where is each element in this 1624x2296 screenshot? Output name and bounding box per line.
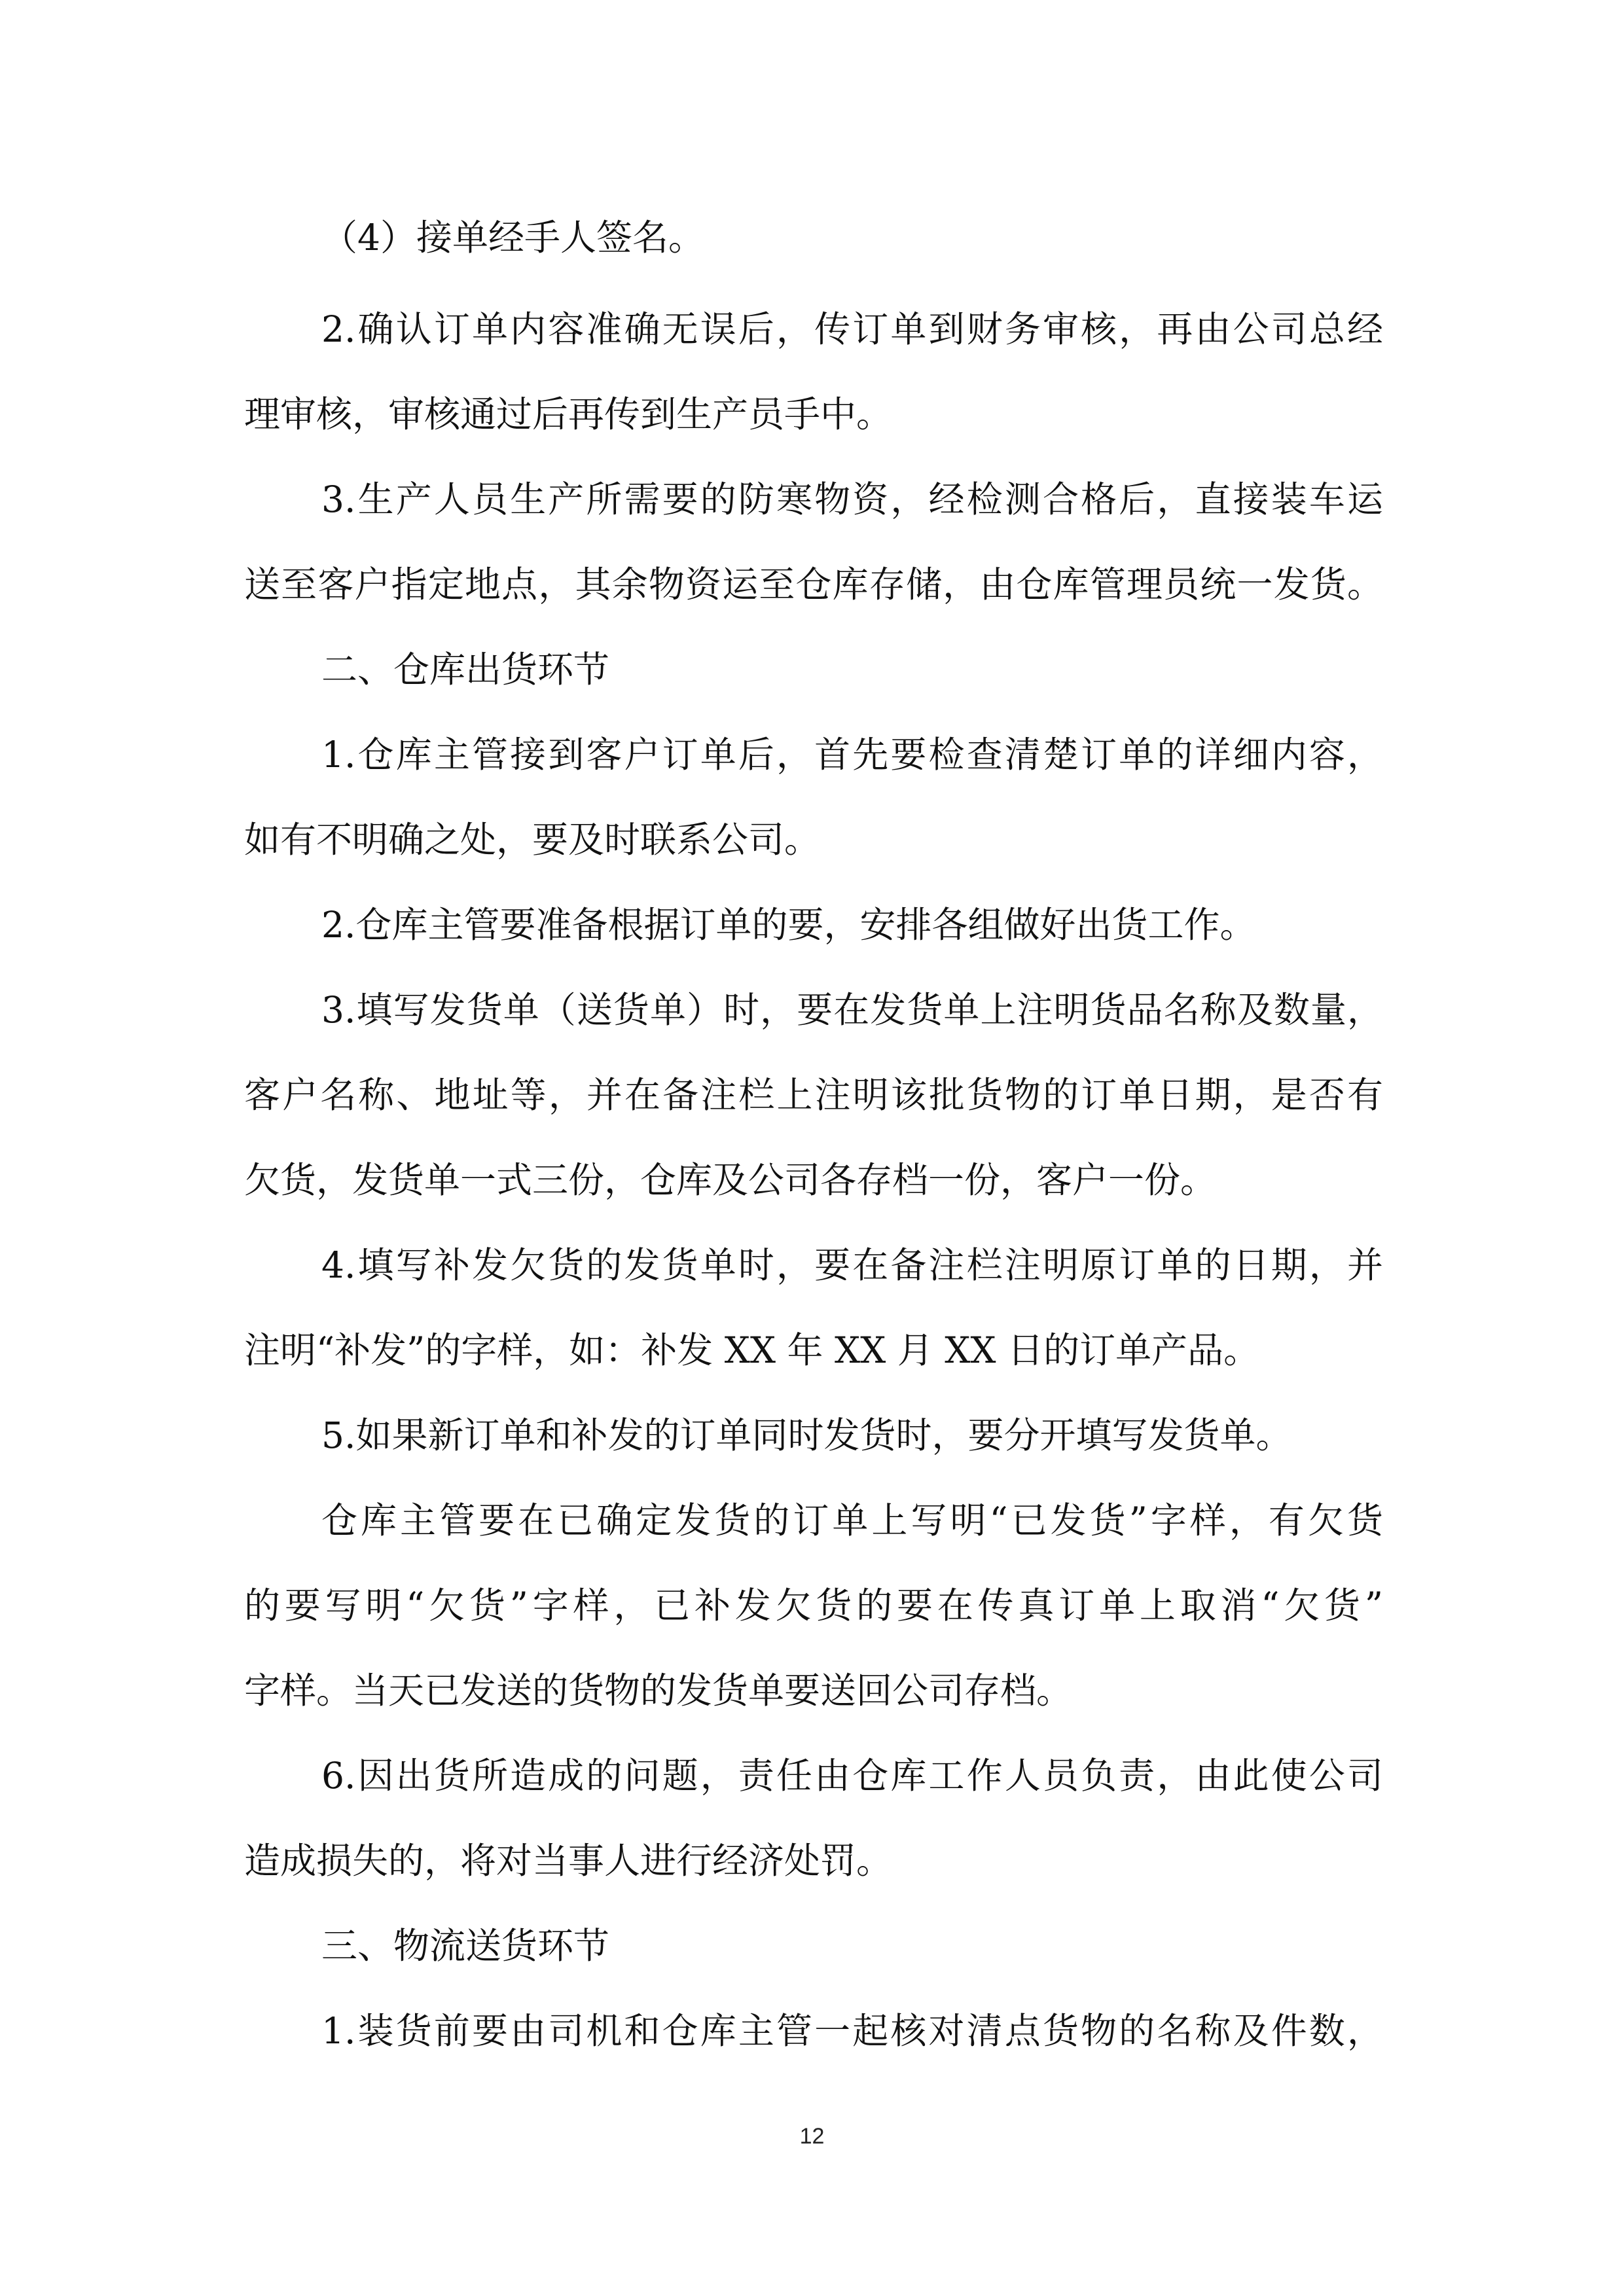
page-number: 12 bbox=[799, 2124, 825, 2149]
text-line: 2.确认订单内容准确无误后，传订单到财务审核，再由公司总经 bbox=[321, 308, 1383, 350]
text-line: 送至客户指定地点，其余物资运至仓库存储，由仓库管理员统一发货。 bbox=[244, 564, 1383, 605]
section-heading: 三、物流送货环节 bbox=[321, 1925, 610, 1967]
text-line: 造成损失的，将对当事人进行经济处罚。 bbox=[244, 1840, 893, 1882]
text-line: 理审核，审核通过后再传到生产员手中。 bbox=[244, 393, 893, 435]
text-line: 1.仓库主管接到客户订单后，首先要检查清楚订单的详细内容， bbox=[321, 734, 1383, 776]
text-line: 6.因出货所造成的问题，责任由仓库工作人员负责，由此使公司 bbox=[321, 1755, 1383, 1797]
text-line: 仓库主管要在已确定发货的订单上写明“已发货”字样，有欠货 bbox=[321, 1499, 1383, 1541]
text-line: 1.装货前要由司机和仓库主管一起核对清点货物的名称及件数， bbox=[321, 2010, 1383, 2052]
text-line: 4.填写补发欠货的发货单时，要在备注栏注明原订单的日期，并 bbox=[321, 1244, 1383, 1286]
text-line: 2.仓库主管要准备根据订单的要，安排各组做好出货工作。 bbox=[321, 904, 1256, 946]
text-line: 字样。当天已发送的货物的发货单要送回公司存档。 bbox=[244, 1670, 1073, 1712]
text-line: 5.如果新订单和补发的订单同时发货时，要分开填写发货单。 bbox=[321, 1414, 1292, 1456]
text-line: （4）接单经手人签名。 bbox=[321, 217, 704, 259]
text-line: 欠货，发货单一式三份，仓库及公司各存档一份，客户一份。 bbox=[244, 1159, 1217, 1201]
text-line: 注明“补发”的字样，如：补发 XX 年 XX 月 XX 日的订单产品。 bbox=[244, 1329, 1260, 1371]
text-line: 客户名称、地址等，并在备注栏上注明该批货物的订单日期，是否有 bbox=[244, 1074, 1383, 1116]
text-line: 3.填写发货单（送货单）时，要在发货单上注明货品名称及数量， bbox=[321, 989, 1383, 1031]
text-line: 3.生产人员生产所需要的防寒物资，经检测合格后，直接装车运 bbox=[321, 478, 1383, 520]
text-line: 如有不明确之处，要及时联系公司。 bbox=[244, 819, 821, 861]
section-heading: 二、仓库出货环节 bbox=[321, 649, 610, 691]
text-line: 的要写明“欠货”字样，已补发欠货的要在传真订单上取消“欠货” bbox=[244, 1585, 1383, 1626]
